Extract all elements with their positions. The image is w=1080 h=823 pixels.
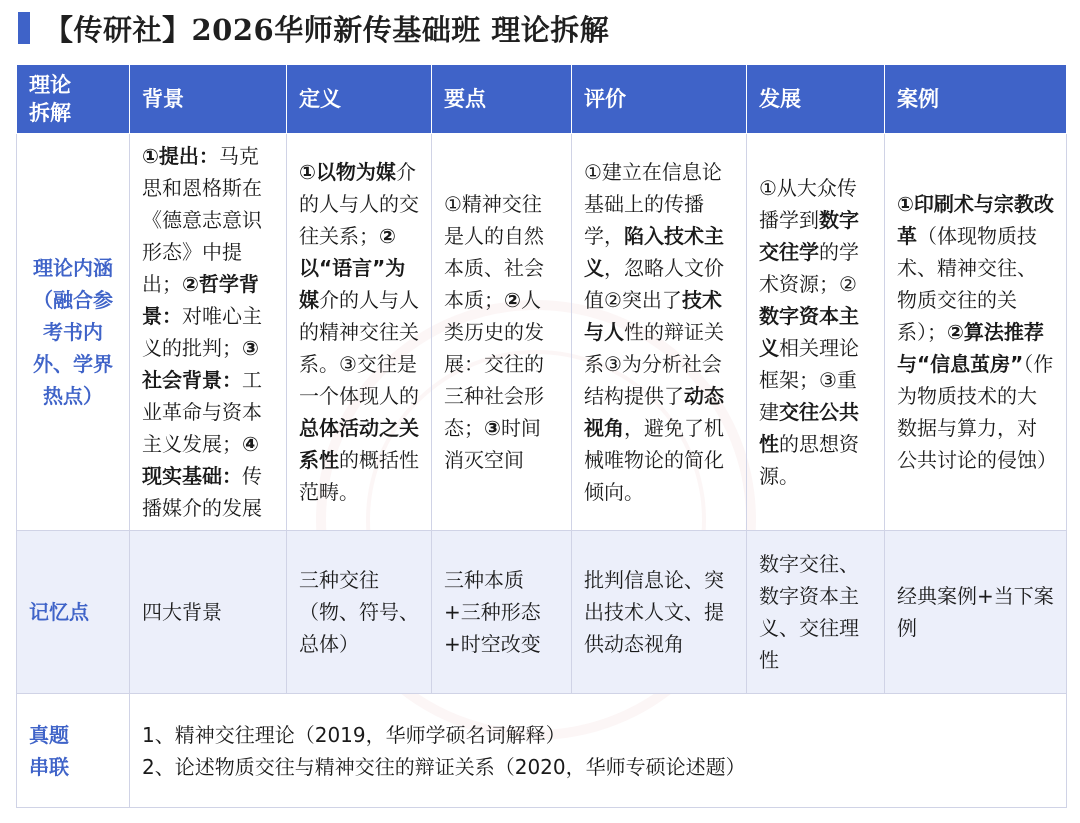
text-run: ①建立在信息论基础上的传播学， (584, 160, 722, 248)
cell-points (432, 134, 572, 531)
text-run: 的学术资源；② (759, 240, 859, 296)
bold-text-run: ③社会背景： (142, 336, 259, 392)
memory-background: 四大背景 (130, 531, 287, 694)
text-run: ①从大众传播学到 (759, 176, 857, 232)
text-run: 相关理论框架；③重建 (759, 336, 859, 424)
col-header-case: 案例 (885, 65, 1067, 134)
col-header-evaluation: 评价 (572, 65, 747, 134)
bold-text-run: ①印刷术与宗教改革 (897, 192, 1054, 248)
col-header-definition: 定义 (287, 65, 432, 134)
text-run: 的思想资源。 (759, 432, 859, 488)
bold-text-run: ④现实基础： (142, 432, 259, 488)
text-run: ，忽略人文价值②突出了 (584, 256, 724, 312)
memory-case: 经典案例+当下案例 (885, 531, 1067, 694)
bold-text-run: 总体活动之关系性 (299, 416, 419, 472)
bold-text-run: 数字交往学 (759, 208, 859, 264)
row-connotation (17, 134, 1067, 531)
row-exam (17, 694, 1067, 808)
text-run: 的概括性范畴。 (299, 448, 419, 504)
row-label-memory: 记忆点 (17, 531, 130, 694)
text-run: ③交往是一个体现人的 (299, 352, 419, 408)
bold-text-run: ②哲学背景： (142, 272, 259, 328)
col-header-theory-text: 拆解 (29, 101, 71, 125)
text-run: 时间消灭空间 (444, 416, 541, 472)
text-run: 对唯心主义的批判； (142, 304, 262, 360)
row-label-exam-text: 真题 (29, 722, 69, 747)
bold-text-run: ③ (484, 416, 501, 440)
exam-question-item: 1、精神交往理论（2019，华师学硕名词解释） (142, 722, 566, 747)
page-title: 【传研社】2026华师新传基础班 理论拆解 (44, 12, 610, 47)
bold-text-run: 交往公共性 (759, 400, 859, 456)
exam-question-item: 2、论述物质交往与精神交往的辩证关系（2020，华师专硕论述题） (142, 754, 746, 779)
cell-background (130, 134, 287, 531)
memory-definition: 三种交往（物、符号、总体） (287, 531, 432, 694)
cell-case (885, 134, 1067, 531)
bold-text-run: ②以“语言”为媒 (299, 224, 406, 312)
row-memory (17, 531, 1067, 694)
bold-text-run: 动态视角 (584, 384, 724, 440)
bold-text-run: ②算法推荐与“信息茧房” (897, 320, 1044, 376)
title-bar (18, 8, 609, 48)
text-run: 工业革命与资本主义发展； (142, 368, 262, 456)
cell-development (747, 134, 885, 531)
text-run: 介的人与人的精神交往关系。 (299, 288, 419, 376)
col-header-development: 发展 (747, 65, 885, 134)
col-header-theory (17, 65, 130, 134)
memory-evaluation: 批判信息论、突出技术人文、提供动态视角 (572, 531, 747, 694)
bold-text-run: 技术与人 (584, 288, 722, 344)
col-header-background: 背景 (130, 65, 287, 134)
text-run: 介的人与人的交往关系； (299, 160, 419, 248)
memory-points: 三种本质+三种形态+时空改变 (432, 531, 572, 694)
header-row (17, 65, 1067, 134)
cell-evaluation (572, 134, 747, 531)
bold-text-run: 数字资本主义 (759, 304, 859, 360)
row-label-exam (17, 694, 130, 808)
bold-text-run: 陷入技术主义 (584, 224, 724, 280)
theory-table (16, 64, 1067, 808)
title-accent-bar (18, 12, 30, 44)
col-header-points: 要点 (432, 65, 572, 134)
row-label-connotation-text: 理论内涵 (33, 256, 113, 280)
text-run: 马克思和恩格斯在《德意志意识形态》中提出； (142, 144, 262, 296)
text-run: 人类历史的发展：交往的三种社会形态； (444, 288, 544, 440)
row-label-connotation-text: （融合参考书内外、学界热点） (33, 288, 113, 408)
bold-text-run: ①以物为媒 (299, 160, 396, 184)
text-run: （体现物质技术、精神交往、物质交往的关系）； (897, 224, 1037, 344)
row-label-exam-text: 串联 (29, 754, 69, 779)
row-label-connotation (17, 134, 130, 531)
text-run: 传播媒介的发展 (142, 464, 262, 520)
text-run: 性的辩证关系③为分析社会结构提供了 (584, 320, 724, 408)
text-run: ①精神交往是人的自然本质、社会本质； (444, 192, 544, 312)
bold-text-run: ①提出： (142, 144, 219, 168)
bold-text-run: ② (504, 288, 521, 312)
memory-development: 数字交往、数字资本主义、交往理性 (747, 531, 885, 694)
text-run: ，避免了机械唯物论的简化倾向。 (584, 416, 724, 504)
text-run: （作为物质技术的大数据与算力，对公共讨论的侵蚀） (897, 352, 1057, 472)
col-header-theory-text: 理论 (29, 73, 71, 97)
cell-definition (287, 134, 432, 531)
exam-questions (130, 694, 1067, 808)
